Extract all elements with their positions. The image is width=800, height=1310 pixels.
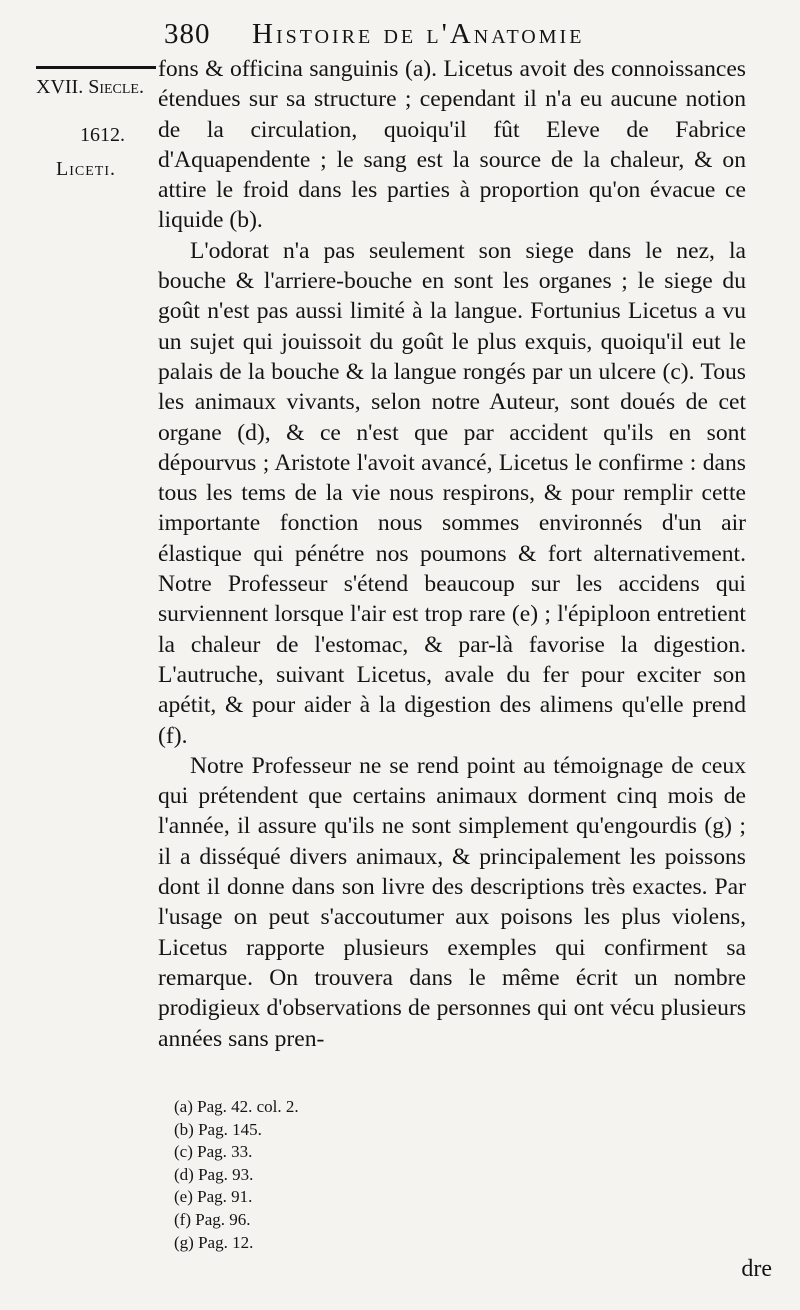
margin-century: XVII. Siecle.: [36, 76, 144, 98]
footnote-d: (d) Pag. 93.: [174, 1164, 254, 1184]
margin-author: Liceti.: [56, 158, 116, 180]
paragraph-1: fons & officina sanguinis (a). Licetus avoit des connoissances étendues sur sa structure ; cependant il n'a eu aucune notion de la circulation, quoiqu'il fût Eleve de Fabrice d'Aquapendente ; le sang est la source de la chaleur, & on attire le froid dans les parties à proportion qu'on évacue ce liquide (b).: [158, 56, 746, 234]
paragraph-2: L'odorat n'a pas seulement son siege dans le nez, la bouche & l'arriere-bouche en sont les organes ; le siege du goût n'est pas aussi limité à la langue. Fortunius Licetus a vu un sujet qui jouissoit du goût le plus exquis, quoiqu'il eut le palais de la bouche & la langue rongés par un ulcere (c). Tous les animaux vivants, selon notre Auteur, sont doués de cet organe (d), & ce n'est que par accident qu'ils en sont dépourvus ; Aristote l'avoit avancé, Licetus le confirme : dans tous les tems de la vie nous respirons, & pour remplir cette importante fonction nous sommes environnés d'un air élastique qui pénétre nos poumons & fort alternativement. Notre Professeur s'étend beaucoup sur les accidens qui surviennent lorsque l'air est trop rare (e) ; l'épiploon entretient la chaleur de l'estomac, & par-là favorise la digestion. L'autruche, suivant Licetus, avale du fer pour exciter son apétit, & pour aider à la digestion des alimens qu'elle prend (f).: [158, 237, 746, 749]
footnotes: [174, 1096, 474, 1254]
paragraph-3: Notre Professeur ne se rend point au témoignage de ceux qui prétendent que certains animaux dorment cinq mois de l'année, il assure qu'ils ne sont simplement qu'engourdis (g) ; il a disséqué divers animaux, & principalement les poissons dont il donne dans son livre des descriptions très exactes. Par l'usage on peut s'accoutumer aux poisons les plus violens, Licetus rapporte plusieurs exemples qui confirment sa remarque. On trouvera dans le même écrit un nombre prodigieux d'observations de personnes qui ont vécu plusieurs années sans pren-: [158, 752, 746, 1052]
running-title: Histoire de l'Anatomie: [252, 18, 585, 50]
margin-year: 1612.: [80, 124, 125, 146]
page-number: 380: [164, 18, 211, 50]
footnote-e: (e) Pag. 91.: [174, 1187, 253, 1207]
body-text: [158, 54, 746, 1054]
header-rule: [36, 66, 156, 69]
footnote-c: (c) Pag. 33.: [174, 1142, 253, 1162]
footnote-f: (f) Pag. 96.: [174, 1209, 251, 1229]
footnote-b: (b) Pag. 145.: [174, 1119, 262, 1139]
footnote-g: (g) Pag. 12.: [174, 1232, 254, 1252]
catchword: dre: [741, 1256, 772, 1282]
footnote-a: (a) Pag. 42. col. 2.: [174, 1097, 299, 1116]
